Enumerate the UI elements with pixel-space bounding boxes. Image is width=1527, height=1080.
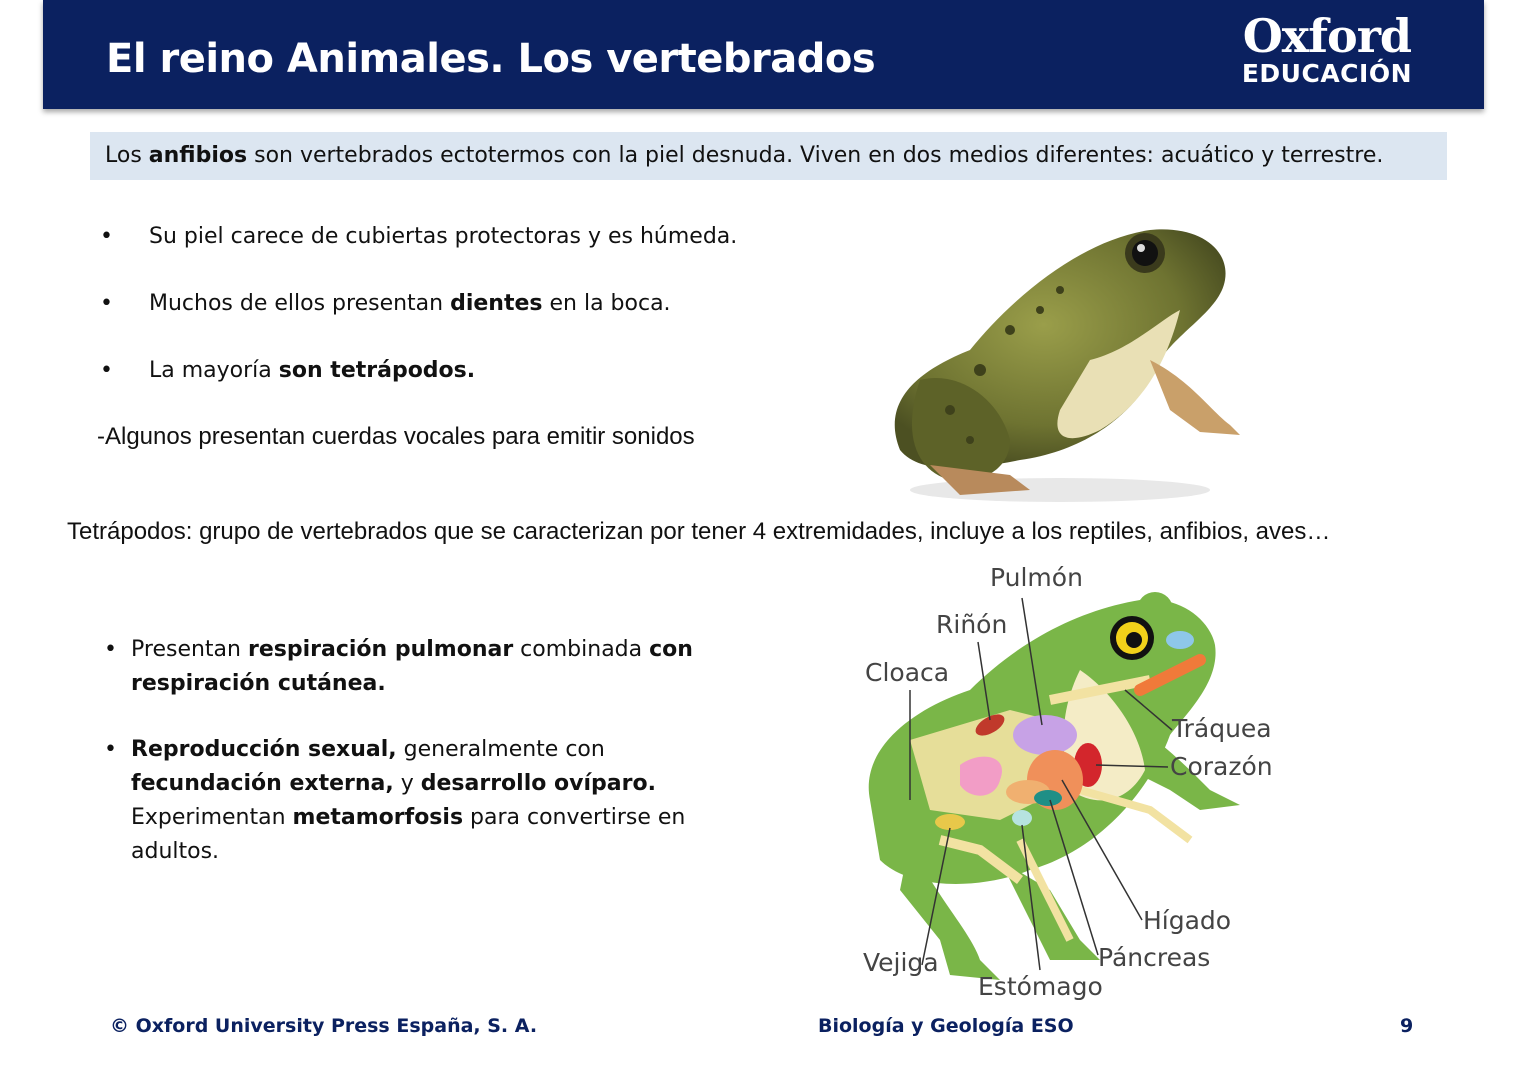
logo-educacion-text: EDUCACIÓN — [1241, 59, 1412, 88]
slide-title: El reino Animales. Los vertebrados — [106, 36, 876, 82]
bullet-text-bold: desarrollo ovíparo. — [420, 771, 656, 796]
label-vejiga: Vejiga — [863, 948, 939, 977]
bullet-text-bold: son tetrápodos. — [278, 358, 476, 383]
bullet-text-bold: dientes — [450, 291, 543, 316]
frog-anatomy-diagram — [850, 560, 1290, 1010]
bullet-text: Experimentan — [131, 805, 293, 830]
bullet-text: y — [393, 771, 421, 796]
footer-subject: Biología y Geología ESO — [818, 1015, 1074, 1037]
oxford-logo — [1241, 9, 1412, 88]
anatomy-illustration — [850, 560, 1290, 1010]
bullet-text-bold: metamorfosis — [292, 805, 464, 830]
frog-photo — [860, 210, 1260, 510]
bullet-text: generalmente con — [396, 737, 605, 762]
label-higado: Hígado — [1143, 906, 1232, 935]
bullet-text: para convertirse en adultos. — [131, 805, 686, 864]
tetrapod-note: Tetrápodos: grupo de vertebrados que se caracterizan por tener 4 extremidades, incluye a los reptiles, anfibios, aves… — [67, 518, 1331, 545]
footer-page-number: 9 — [1400, 1015, 1414, 1037]
intro-box — [90, 132, 1447, 180]
bullet-text-bold: Reproducción sexual, — [131, 737, 397, 762]
label-pancreas: Páncreas — [1098, 943, 1211, 972]
bullet-text: combinada — [513, 637, 650, 662]
bullet-dot: • — [100, 291, 113, 316]
intro-text-post: son vertebrados ectotermos con la piel desnuda. Viven en dos medios diferentes: acuático y terrestre. — [247, 143, 1384, 168]
vocal-cords-note: -Algunos presentan cuerdas vocales para emitir sonidos — [97, 423, 695, 450]
bullet-dot: • — [104, 737, 117, 762]
label-cloaca: Cloaca — [865, 658, 950, 687]
bullet-text: Muchos de ellos presentan — [149, 291, 451, 316]
bullet-dot: • — [100, 358, 113, 383]
bullet-item — [104, 633, 704, 701]
intro-text-bold: anfibios — [148, 143, 248, 168]
bullet-text: La mayoría — [149, 358, 279, 383]
label-traquea: Tráquea — [1172, 714, 1272, 743]
slide-header — [43, 0, 1484, 109]
bullet-text-bold: fecundación externa, — [131, 771, 394, 796]
bullet-text: Presentan — [131, 637, 248, 662]
bullet-text-bold: con respiración cutánea. — [131, 637, 693, 696]
logo-oxford-text: Oxford — [1242, 9, 1412, 63]
bullet-text: en la boca. — [542, 291, 671, 316]
bottom-bullet-list — [104, 633, 704, 901]
label-pulmon: Pulmón — [990, 563, 1083, 592]
label-corazon: Corazón — [1170, 752, 1273, 781]
bullet-text-bold: respiración pulmonar — [247, 637, 514, 662]
label-estomago: Estómago — [978, 972, 1103, 1001]
bullet-text: Su piel carece de cubiertas protectoras y es húmeda. — [149, 224, 738, 249]
bullet-dot: • — [100, 224, 113, 249]
intro-text-pre: Los — [105, 143, 149, 168]
label-rinon: Riñón — [936, 610, 1008, 639]
footer-copyright: © Oxford University Press España, S. A. — [110, 1015, 538, 1037]
bullet-item — [104, 733, 704, 869]
bullet-dot: • — [104, 637, 117, 662]
